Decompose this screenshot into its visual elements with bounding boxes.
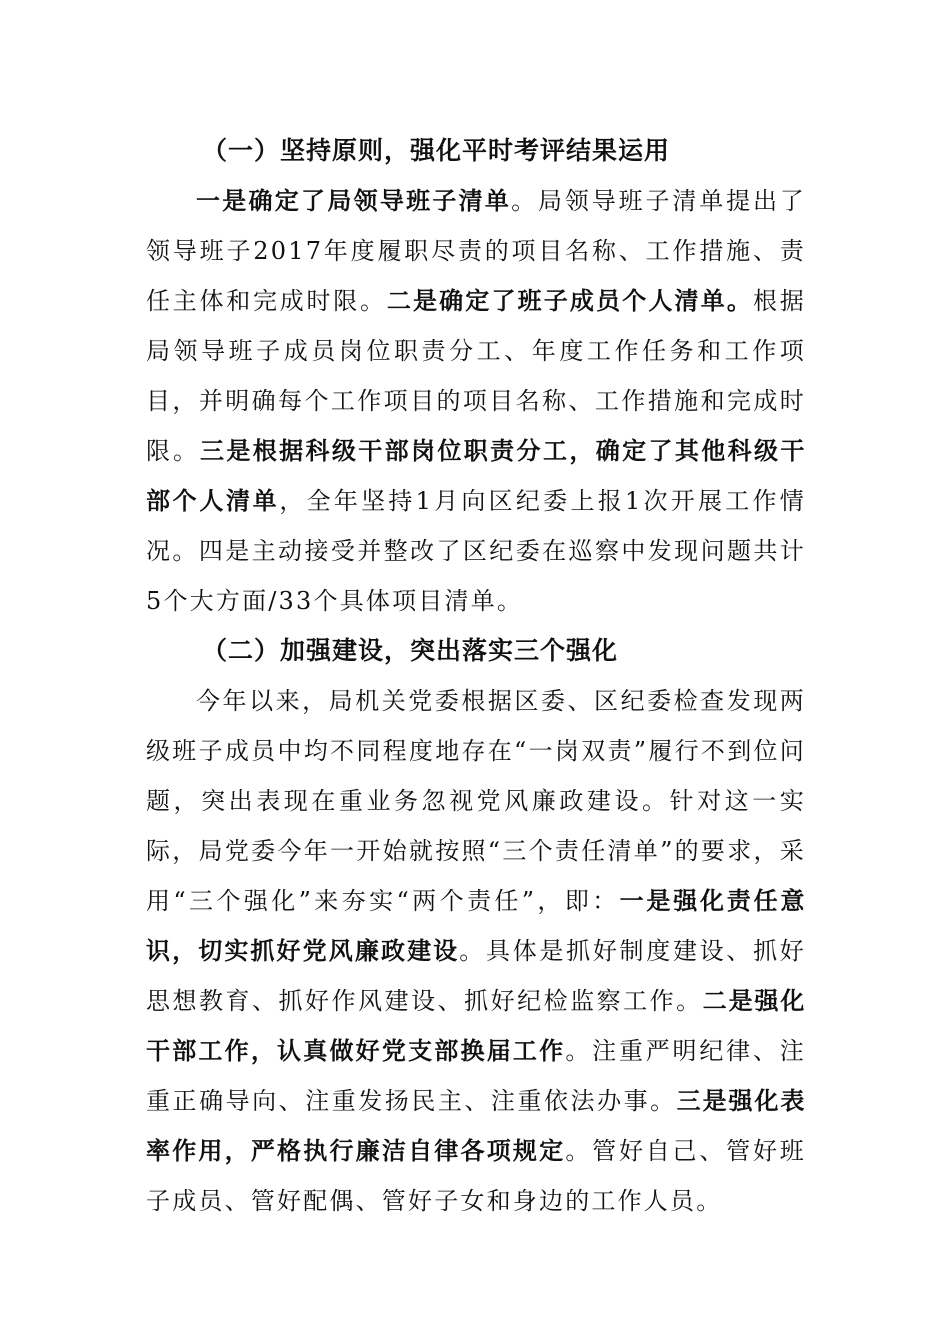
section-heading-2: （二）加强建设，突出落实三个强化 (202, 636, 619, 665)
bold-phrase: 一是强化责任意识，切实抓好党风廉政建设 (146, 886, 806, 965)
text-run: 。局领导班子清单提出了领导班子2017年度履职尽责的项目名称、工作措施、责任主体和完成时限。 (146, 187, 807, 315)
document-body (146, 126, 806, 1226)
section-heading-1: （一）坚持原则，强化平时考评结果运用 (202, 136, 671, 165)
section-1-paragraph (146, 176, 806, 626)
text-run: 。具体是抓好制度建设、抓好思想教育、抓好作风建设、抓好纪检监察工作。 (146, 937, 806, 1015)
bold-phrase: 三是强化表率作用，严格执行廉洁自律各项规定 (146, 1086, 807, 1165)
text-run: ，全年坚持1月向区纪委上报1次开展工作情况。四是主动接受并整改了区纪委在巡察中发现问题共计5个大方面/33个具体项目清单。 (146, 487, 807, 615)
section-2-paragraph (146, 676, 806, 1226)
text-run: 。注重严明纪律、注重正确导向、注重发扬民主、注重依法办事。 (146, 1037, 806, 1115)
bold-phrase: 二是确定了班子成员个人清单。 (386, 286, 754, 315)
text-run: 今年以来，局机关党委根据区委、区纪委检查发现两级班子成员中均不同程度地存在“一岗双责”履行不到位问题，突出表现在重业务忽视党风廉政建设。针对这一实际，局党委今年一开始就按照“三个责任清单”的要求，采用“三个强化”来夯实“两个责任”，即： (146, 687, 806, 915)
bold-phrase: 一是确定了局领导班子清单 (196, 186, 512, 215)
text-run: 。管好自己、管好班子成员、管好配偶、管好子女和身边的工作人员。 (146, 1137, 806, 1215)
bold-phrase: 三是根据科级干部岗位职责分工，确定了其他科级干部个人清单 (146, 436, 806, 515)
bold-phrase: 二是强化干部工作，认真做好党支部换届工作 (146, 986, 806, 1065)
text-run: 根据局领导班子成员岗位职责分工、年度工作任务和工作项目，并明确每个工作项目的项目名称、工作措施和完成时限。 (146, 287, 806, 465)
